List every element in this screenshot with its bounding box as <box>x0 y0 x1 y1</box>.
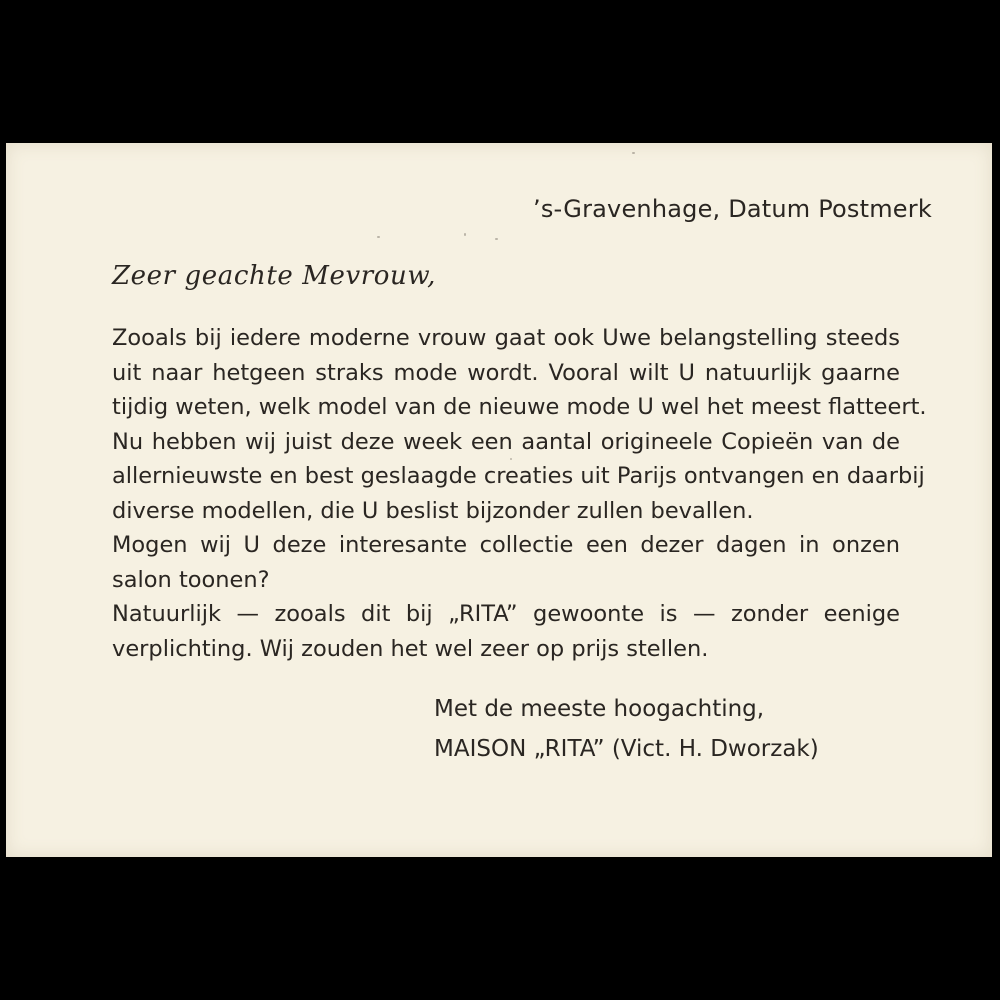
letter-body <box>112 321 927 666</box>
paper-speck <box>632 152 635 154</box>
body-line: uit naar hetgeen straks mode wordt. Vooral wilt U natuurlijk gaarne <box>112 359 900 386</box>
body-line: tijdig weten, welk model van de nieuwe mode U wel het meest flatteert. <box>112 394 927 420</box>
body-line: Zooals bij iedere moderne vrouw gaat ook Uwe belangstelling steeds <box>112 325 900 351</box>
body-line: allernieuwste en best geslaagde creaties uit Parijs ontvangen en daarbij <box>112 463 925 489</box>
paper-speck <box>495 238 498 240</box>
salutation: Zeer geachte Mevrouw, <box>112 261 437 291</box>
letter-card <box>6 143 992 857</box>
signature: MAISON „RITA” (Vict. H. Dworzak) <box>434 736 819 762</box>
place-date: ’s-Gravenhage, Datum Postmerk <box>533 195 932 223</box>
body-line: Natuurlijk — zooals dit bij „RITA” gewoonte is — zonder eenige <box>112 601 900 627</box>
body-line: salon toonen? <box>112 566 270 593</box>
body-line: verplichting. Wij zouden het wel zeer op prijs stellen. <box>112 635 709 662</box>
paper-speck <box>464 233 466 236</box>
paper-speck <box>377 236 380 238</box>
body-line: Mogen wij U deze interesante collectie een dezer dagen in onzen <box>112 532 900 558</box>
body-line: Nu hebben wij juist deze week een aantal origineele Copieën van de <box>112 428 900 455</box>
body-line: diverse modellen, die U beslist bijzonder zullen bevallen. <box>112 497 754 524</box>
closing: Met de meeste hoogachting, <box>434 696 765 722</box>
paper-speck <box>510 458 512 460</box>
